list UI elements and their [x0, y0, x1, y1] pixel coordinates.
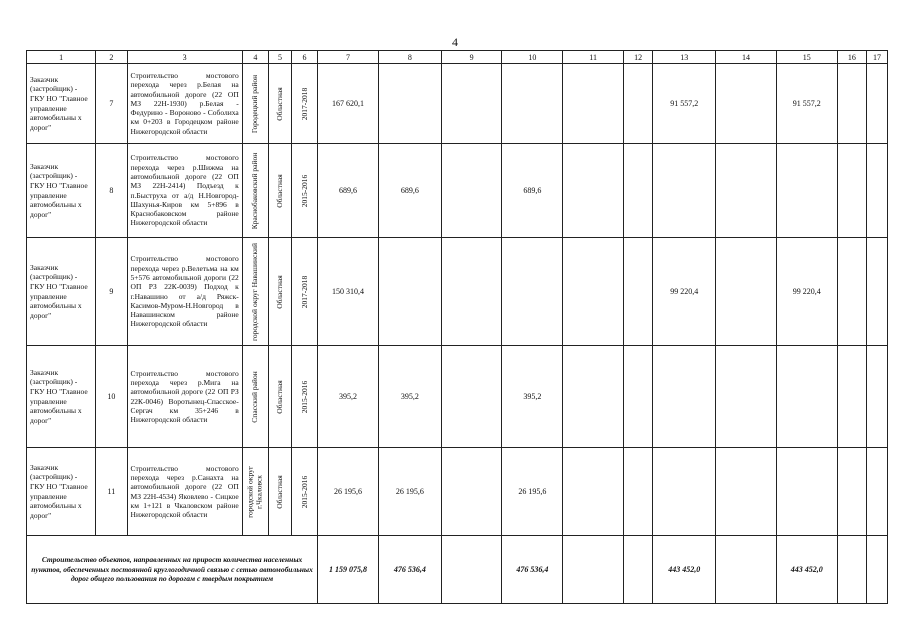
description-cell: Строительство мостового перехода через р.Мига на автомобильной дороге (22 ОП РЗ 22К-0046) Воротынец-Спасское-Сергач км 35+246 в Нижегородской области — [127, 346, 242, 448]
table-row — [27, 346, 888, 448]
total-value-cell-12 — [623, 536, 652, 604]
value-cell-10: 26 195,6 — [502, 448, 563, 536]
value-cell-17 — [866, 64, 887, 144]
level-cell — [268, 64, 291, 144]
total-row — [27, 536, 888, 604]
value-cell-14 — [716, 448, 777, 536]
column-number: 2 — [96, 51, 127, 64]
period-label: 2015-2016 — [299, 174, 309, 207]
value-cell-7: 395,2 — [318, 346, 379, 448]
table-row — [27, 448, 888, 536]
level-label: Областная — [274, 474, 284, 509]
column-number: 11 — [563, 51, 624, 64]
value-cell-17 — [866, 144, 887, 238]
value-cell-12 — [623, 238, 652, 346]
level-cell — [268, 448, 291, 536]
district-label: городской округ г.Чкаловск — [245, 465, 264, 518]
value-cell-13 — [653, 144, 716, 238]
row-number-cell: 9 — [96, 238, 127, 346]
column-number: 16 — [837, 51, 866, 64]
total-value-cell-14 — [716, 536, 777, 604]
period-label: 2017-2018 — [299, 275, 309, 308]
total-value-cell-7: 1 159 075,8 — [318, 536, 379, 604]
value-cell-17 — [866, 448, 887, 536]
value-cell-15: 91 557,2 — [776, 64, 837, 144]
district-cell — [242, 346, 268, 448]
period-label: 2017-2018 — [299, 87, 309, 120]
value-cell-8: 26 195,6 — [378, 448, 441, 536]
column-number-row — [27, 51, 888, 64]
total-value-cell-9 — [441, 536, 502, 604]
value-cell-8: 689,6 — [378, 144, 441, 238]
period-cell — [291, 346, 317, 448]
period-cell — [291, 64, 317, 144]
total-value-cell-17 — [866, 536, 887, 604]
value-cell-12 — [623, 448, 652, 536]
column-number: 13 — [653, 51, 716, 64]
value-cell-8 — [378, 238, 441, 346]
value-cell-11 — [563, 144, 624, 238]
period-cell — [291, 448, 317, 536]
value-cell-10: 689,6 — [502, 144, 563, 238]
total-value-cell-16 — [837, 536, 866, 604]
row-number-cell: 11 — [96, 448, 127, 536]
total-value-cell-10: 476 536,4 — [502, 536, 563, 604]
value-cell-15 — [776, 448, 837, 536]
district-cell — [242, 64, 268, 144]
value-cell-7: 150 310,4 — [318, 238, 379, 346]
table-row — [27, 144, 888, 238]
column-number: 5 — [268, 51, 291, 64]
value-cell-14 — [716, 238, 777, 346]
value-cell-10 — [502, 238, 563, 346]
value-cell-7: 167 620,1 — [318, 64, 379, 144]
value-cell-11 — [563, 448, 624, 536]
table-row — [27, 238, 888, 346]
customer-cell: Заказчик (застройщик) - ГКУ НО "Главное управление автомобильны х дорог" — [27, 144, 96, 238]
column-number: 1 — [27, 51, 96, 64]
total-label: Строительство объектов, направленных на прирост количества населенных пунктов, обеспеченных постоянной круглогодичной связью с сетью автомобильных дорог общего пользования по дорогам с твердым покрытием — [27, 536, 318, 604]
row-number-cell: 7 — [96, 64, 127, 144]
column-number: 17 — [866, 51, 887, 64]
value-cell-10 — [502, 64, 563, 144]
column-number: 9 — [441, 51, 502, 64]
level-label: Областная — [274, 274, 284, 309]
table-row — [27, 64, 888, 144]
value-cell-13: 99 220,4 — [653, 238, 716, 346]
value-cell-16 — [837, 238, 866, 346]
column-number: 7 — [318, 51, 379, 64]
description-cell: Строительство мостового перехода через р.Шижма на автомобильной дороге (22 ОП МЗ 22Н-2414) Подъезд к п.Быструха от а/д Н.Новгород-Шахунья-Киров км 5+896 в Краснобаковском районе Нижегородской области — [127, 144, 242, 238]
value-cell-16 — [837, 64, 866, 144]
level-cell — [268, 238, 291, 346]
row-number-cell: 10 — [96, 346, 127, 448]
value-cell-8 — [378, 64, 441, 144]
period-label: 2015-2016 — [299, 475, 309, 508]
total-value-cell-8: 476 536,4 — [378, 536, 441, 604]
value-cell-14 — [716, 144, 777, 238]
value-cell-15 — [776, 346, 837, 448]
district-label: Городецкий район — [250, 74, 260, 133]
value-cell-11 — [563, 346, 624, 448]
value-cell-12 — [623, 144, 652, 238]
column-number: 6 — [291, 51, 317, 64]
period-cell — [291, 238, 317, 346]
district-label: городской округ Навашинский — [250, 242, 260, 341]
customer-cell: Заказчик (застройщик) - ГКУ НО "Главное управление автомобильны х дорог" — [27, 238, 96, 346]
column-number: 8 — [378, 51, 441, 64]
value-cell-11 — [563, 238, 624, 346]
value-cell-8: 395,2 — [378, 346, 441, 448]
page-number: 4 — [452, 35, 458, 49]
district-cell — [242, 238, 268, 346]
value-cell-13 — [653, 448, 716, 536]
value-cell-7: 689,6 — [318, 144, 379, 238]
district-label: Краснобаковский район — [250, 152, 260, 229]
value-cell-11 — [563, 64, 624, 144]
customer-cell: Заказчик (застройщик) - ГКУ НО "Главное управление автомобильны х дорог" — [27, 64, 96, 144]
customer-cell: Заказчик (застройщик) - ГКУ НО "Главное управление автомобильны х дорог" — [27, 448, 96, 536]
level-cell — [268, 144, 291, 238]
value-cell-16 — [837, 346, 866, 448]
column-number: 10 — [502, 51, 563, 64]
value-cell-15 — [776, 144, 837, 238]
level-label: Областная — [274, 173, 284, 208]
customer-cell: Заказчик (застройщик) - ГКУ НО "Главное управление автомобильны х дорог" — [27, 346, 96, 448]
value-cell-14 — [716, 346, 777, 448]
column-number: 3 — [127, 51, 242, 64]
column-number: 14 — [716, 51, 777, 64]
total-value-cell-13: 443 452,0 — [653, 536, 716, 604]
value-cell-14 — [716, 64, 777, 144]
value-cell-7: 26 195,6 — [318, 448, 379, 536]
value-cell-9 — [441, 64, 502, 144]
value-cell-17 — [866, 346, 887, 448]
value-cell-13 — [653, 346, 716, 448]
value-cell-16 — [837, 144, 866, 238]
value-cell-12 — [623, 64, 652, 144]
district-cell — [242, 448, 268, 536]
value-cell-17 — [866, 238, 887, 346]
description-cell: Строительство мостового перехода через р.Белая на автомобильной дороге (22 ОП МЗ 22Н-1930) р.Белая - Федурино - Вороново - Соболиха км 0+203 в Городецком районе Нижегородской области — [127, 64, 242, 144]
column-number: 15 — [776, 51, 837, 64]
value-cell-9 — [441, 448, 502, 536]
level-cell — [268, 346, 291, 448]
value-cell-9 — [441, 346, 502, 448]
description-cell: Строительство мостового перехода через р.Велетьма на км 5+576 автомобильной дороги (22 ОП РЗ 22К-0039) Подход к г.Навашино от а/д Ряжск-Касимов-Муром-Н.Новгород в Навашинском районе Нижегородской области — [127, 238, 242, 346]
value-cell-10: 395,2 — [502, 346, 563, 448]
district-cell — [242, 144, 268, 238]
level-label: Областная — [274, 379, 284, 414]
value-cell-9 — [441, 144, 502, 238]
row-number-cell: 8 — [96, 144, 127, 238]
level-label: Областная — [274, 86, 284, 121]
total-value-cell-15: 443 452,0 — [776, 536, 837, 604]
value-cell-13: 91 557,2 — [653, 64, 716, 144]
column-number: 12 — [623, 51, 652, 64]
total-value-cell-11 — [563, 536, 624, 604]
value-cell-9 — [441, 238, 502, 346]
period-cell — [291, 144, 317, 238]
value-cell-15: 99 220,4 — [776, 238, 837, 346]
description-cell: Строительство мостового перехода через р.Санахта на автомобильной дороге (22 ОП МЗ 22Н-4534) Яковлево - Сицкое км 1+121 в Чкаловском районе Нижегородской области — [127, 448, 242, 536]
period-label: 2015-2016 — [299, 380, 309, 413]
district-label: Спасский район — [250, 370, 260, 423]
value-cell-16 — [837, 448, 866, 536]
column-number: 4 — [242, 51, 268, 64]
projects-table — [26, 50, 888, 604]
value-cell-12 — [623, 346, 652, 448]
